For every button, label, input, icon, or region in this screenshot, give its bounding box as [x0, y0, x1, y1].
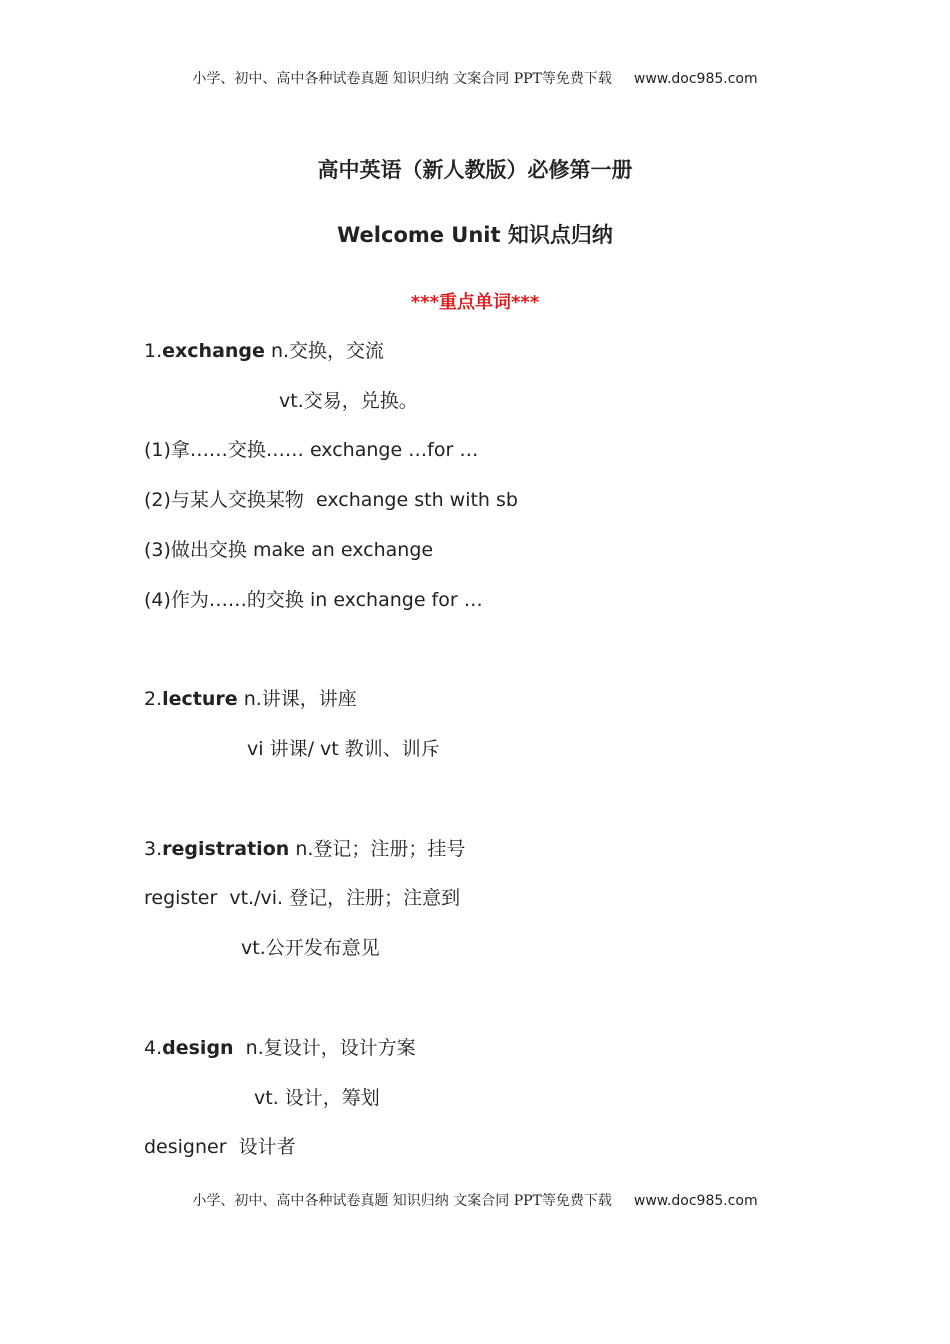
entry-word: lecture [162, 688, 238, 710]
entry-design-heading [144, 1035, 416, 1061]
entry-design-related: designer 设计者 [144, 1136, 296, 1158]
entry-registration-related-definition: vt.公开发布意见 [241, 937, 380, 959]
entry-word: design [162, 1037, 234, 1059]
entry-number: 1. [144, 340, 163, 362]
entry-lecture-definition-2: vi 讲课/ vt 教训、训斥 [247, 738, 440, 760]
entry-word: exchange [162, 340, 265, 362]
page-footer [0, 1190, 950, 1210]
entry-exchange-phrase-4: (4)作为……的交换 in exchange for … [144, 589, 483, 611]
entry-definition: n.讲课，讲座 [237, 688, 357, 710]
entry-exchange-phrase-1: (1)拿……交换…… exchange …for … [144, 439, 479, 461]
footer-text: 小学、初中、高中各种试卷真题 知识归纳 文案合同 PPT等免费下载 [192, 1193, 612, 1209]
entry-registration-heading [144, 836, 465, 862]
entry-exchange-phrase-2: (2)与某人交换某物 exchange sth with sb [144, 489, 518, 511]
page-header [0, 68, 950, 88]
entry-number: 3. [144, 838, 163, 860]
entry-exchange-phrase-3: (3)做出交换 make an exchange [144, 539, 434, 561]
entry-exchange-definition-2: vt.交易，兑换。 [279, 390, 418, 412]
entry-design-definition-2: vt. 设计，筹划 [254, 1087, 380, 1109]
document-subtitle: Welcome Unit 知识点归纳 [337, 223, 613, 247]
entry-exchange-heading [144, 338, 384, 364]
section-title: ***重点单词*** [410, 292, 540, 313]
entry-definition: n.登记；注册；挂号 [289, 838, 466, 860]
header-url[interactable]: www.doc985.com [633, 71, 758, 87]
header-text: 小学、初中、高中各种试卷真题 知识归纳 文案合同 PPT等免费下载 [192, 71, 612, 87]
entry-number: 4. [144, 1037, 163, 1059]
document-title: 高中英语（新人教版）必修第一册 [317, 158, 633, 182]
entry-number: 2. [144, 688, 163, 710]
entry-definition: n.复设计，设计方案 [233, 1037, 416, 1059]
entry-definition: n.交换，交流 [264, 340, 385, 362]
entry-word: registration [162, 838, 290, 860]
footer-url[interactable]: www.doc985.com [633, 1193, 758, 1209]
entry-registration-related: register vt./vi. 登记，注册；注意到 [144, 887, 461, 909]
entry-lecture-heading [144, 686, 357, 712]
